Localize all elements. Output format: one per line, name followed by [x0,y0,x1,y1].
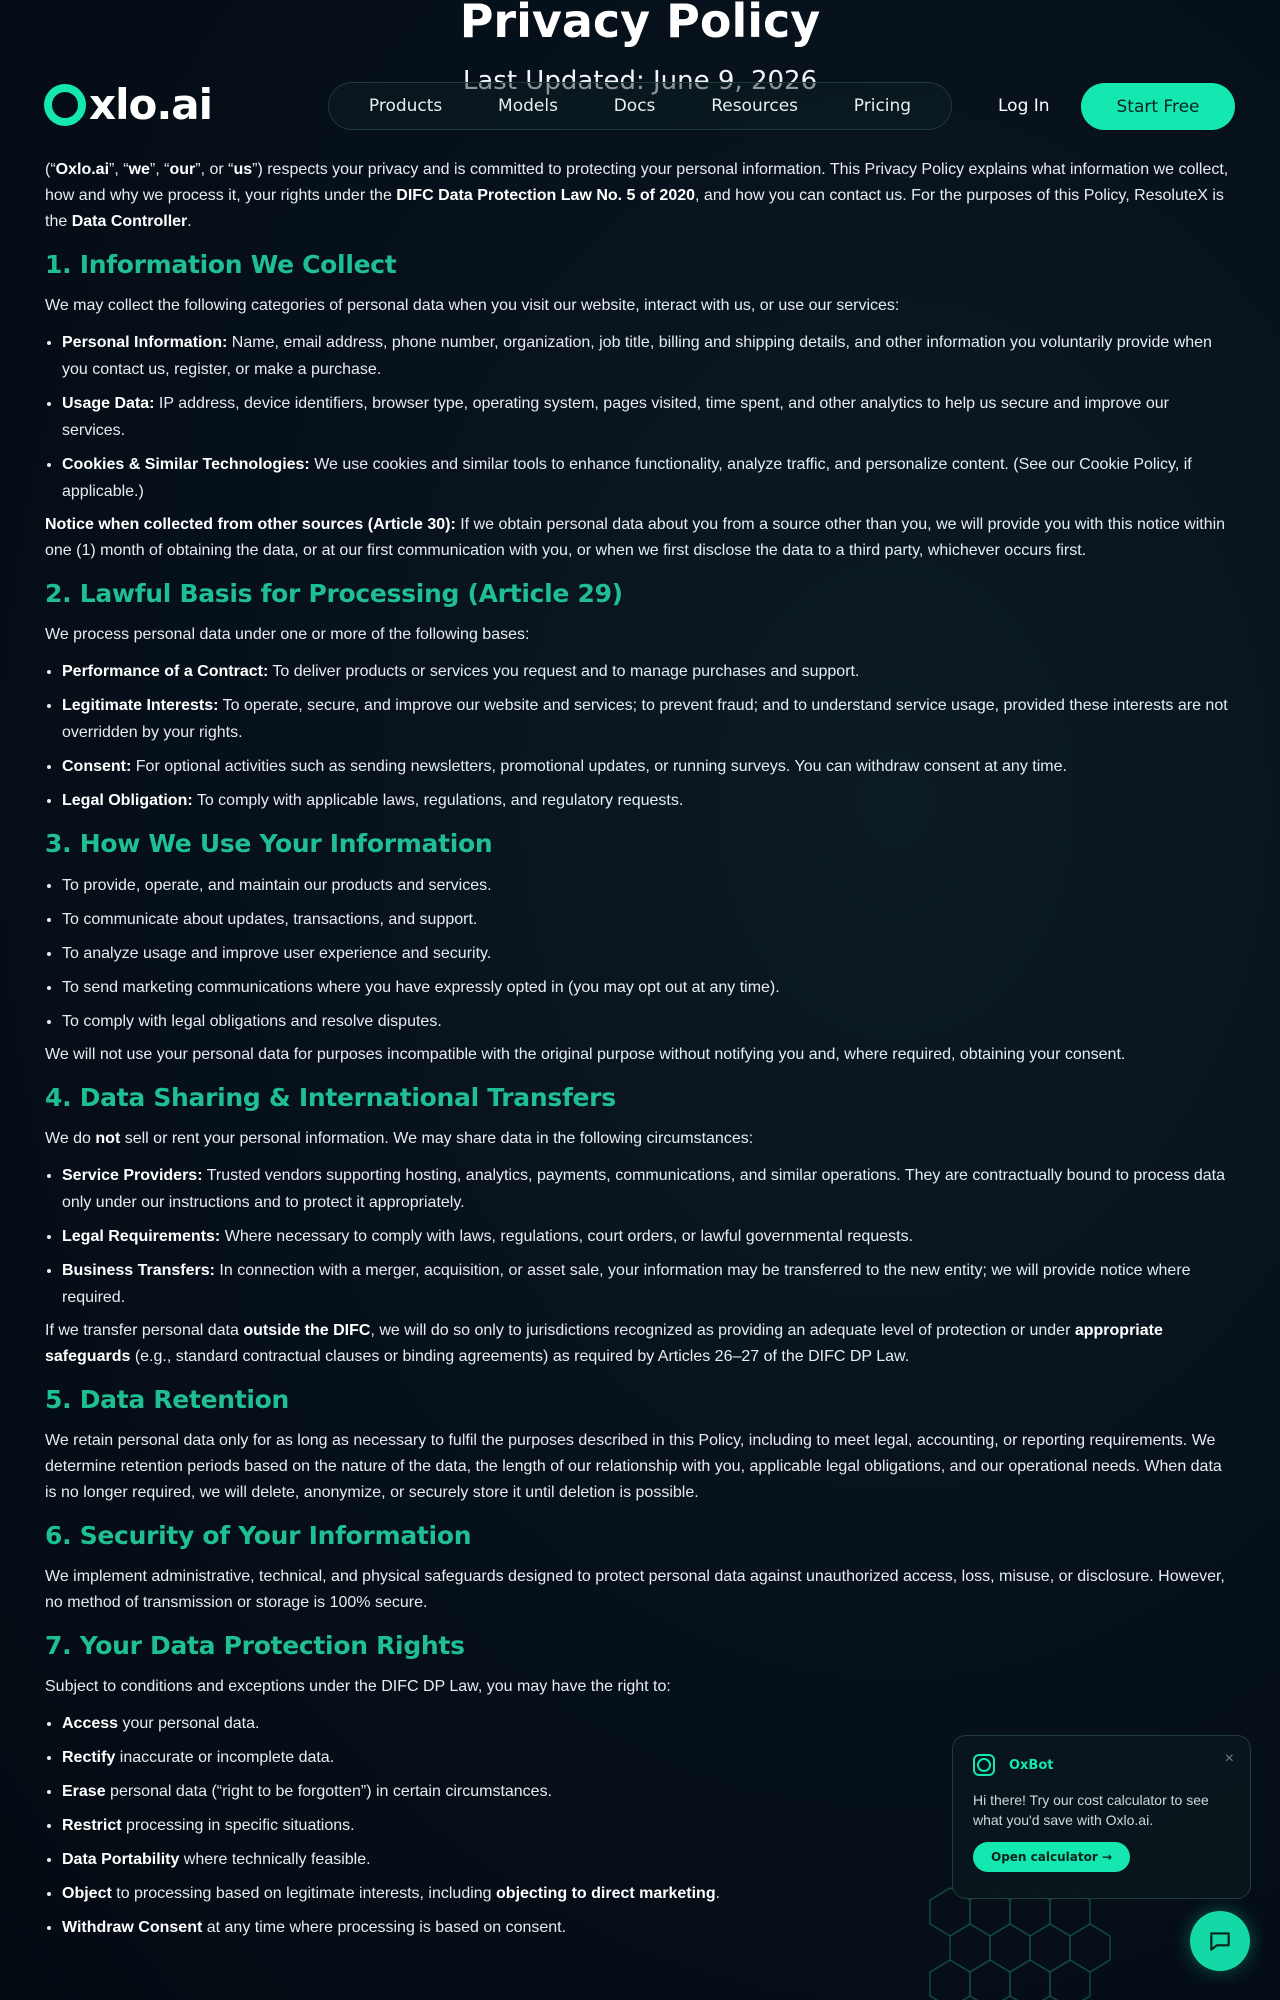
list-item: • To send marketing communications where you have expressly opted in (you may opt out at any time). [62,974,1235,1001]
chatbot-popup [952,1735,1251,1899]
list-item: • To communicate about updates, transactions, and support. [62,906,1235,933]
list-item: • Restrict processing in specific situations. [62,1812,1235,1839]
section-heading-1: 1. Information We Collect [45,250,397,279]
bot-message: Hi there! Try our cost calculator to see what you'd save with Oxlo.ai. [973,1792,1209,1828]
logo[interactable] [44,80,213,129]
logo-o-icon [44,84,86,126]
section-heading-7: 7. Your Data Protection Rights [45,1631,465,1660]
list-item: • Consent: For optional activities such as sending newsletters, promotional updates, or running surveys. You can withdraw consent at any time. [62,753,1235,780]
arrow-right-icon: → [1101,1850,1112,1864]
last-updated: Last Updated: June 9, 2026 [462,66,818,96]
list-item: • To comply with legal obligations and resolve disputes. [62,1008,1235,1035]
chatbot-header [973,1754,1230,1776]
page-title: Privacy Policy [459,0,821,48]
start-free-button[interactable]: Start Free [1081,83,1235,130]
section-3-list [45,872,1235,1035]
list-item: • Usage Data: IP address, device identifiers, browser type, operating system, pages visited, time spent, and other analytics to help us secure and improve our services. [62,390,1235,444]
list-item: • Personal Information: Name, email address, phone number, organization, job title, billing and shipping details, and other information you voluntarily provide when you contact us, register, or make a purchase. [62,329,1235,383]
list-item: • Service Providers: Trusted vendors supporting hosting, analytics, payments, communications, and similar operations. They are contractually bound to process data only under our instructions and to protect it appropriately. [62,1162,1235,1216]
list-item: • Cookies & Similar Technologies: We use cookies and similar tools to enhance functionality, analyze traffic, and personalize content. (See our Cookie Policy, if applicable.) [62,451,1235,505]
section-4-lead: We do not sell or rent your personal information. We may share data in the following circumstances: [45,1130,754,1147]
section-heading-2: 2. Lawful Basis for Processing (Article 29) [45,579,623,608]
chat-launcher-button[interactable] [1190,1911,1250,1971]
notice-paragraph: Notice when collected from other sources (Article 30): If we obtain personal data about you from a source other than you, we will provide you with this notice within one (1) month of obtaining the data, or at our first communication with you, or when we first disclose the data to a third party, whichever occurs first. [45,516,1226,559]
policy-content [45,157,1235,1948]
list-item: • Performance of a Contract: To deliver products or services you request and to manage purchases and support. [62,658,1235,685]
nav-models[interactable]: Models [498,96,558,116]
section-4-list [45,1162,1235,1311]
section-heading-4: 4. Data Sharing & International Transfers [45,1083,616,1112]
nav-resources[interactable]: Resources [711,96,799,116]
list-item: • Legal Requirements: Where necessary to comply with laws, regulations, court orders, or lawful governmental requests. [62,1223,1235,1250]
section-heading-5: 5. Data Retention [45,1385,290,1414]
list-item: • Legitimate Interests: To operate, secure, and improve our website and services; to prevent fraud; and to understand service usage, provided these interests are not overridden by your rights. [62,692,1235,746]
section-2-list [45,658,1235,814]
list-item: • Erase personal data (“right to be forgotten”) in certain circumstances. [62,1778,1235,1805]
section-3-closing: We will not use your personal data for purposes incompatible with the original purpose without notifying you and, where required, obtaining your consent. [45,1046,1126,1063]
open-calculator-button[interactable] [973,1842,1130,1872]
list-item: • Data Portability where technically feasible. [62,1846,1235,1873]
nav-products[interactable]: Products [368,96,443,116]
section-1-list [45,329,1235,505]
logo-text: xlo.ai [89,80,213,129]
section-heading-6: 6. Security of Your Information [45,1521,472,1550]
chat-bubble-icon [1207,1928,1233,1954]
section-2-lead: We process personal data under one or more of the following bases: [45,626,530,643]
section-1-lead: We may collect the following categories of personal data when you visit our website, interact with us, or use our services: [45,297,900,314]
section-6-text: We implement administrative, technical, and physical safeguards designed to protect personal data against unauthorized access, loss, misuse, or disclosure. However, no method of transmission or storage is 100% secure. [45,1568,1225,1611]
main-nav [328,82,952,130]
list-item: • Legal Obligation: To comply with applicable laws, regulations, and regulatory requests. [62,787,1235,814]
list-item: • Access your personal data. [62,1710,1235,1737]
list-item: • To provide, operate, and maintain our products and services. [62,872,1235,899]
section-5-text: We retain personal data only for as long as necessary to fulfil the purposes described in this Policy, including to meet legal, accounting, or reporting requirements. We determine retention periods based on the nature of the data, the length of our relationship with you, applicable legal obligations, and our operational needs. When data is no longer required, we will delete, anonymize, or securely store it until deletion is possible. [45,1432,1222,1501]
intro-paragraph: (“Oxlo.ai”, “we”, “our”, or “us”) respects your privacy and is committed to protecting your personal information. This Privacy Policy explains what information we collect, how and why we process it, your rights under the DIFC Data Protection Law No. 5 of 2020, and how you can contact us. For the purposes of this Policy, ResoluteX is the Data Controller. [45,161,1229,230]
list-item: • Business Transfers: In connection with a merger, acquisition, or asset sale, your information may be transferred to the new entity; we will provide notice where required. [62,1257,1235,1311]
open-calculator-label: Open calculator [991,1850,1098,1864]
list-item: • Object to processing based on legitimate interests, including objecting to direct marketing. [62,1880,1235,1907]
bot-avatar-icon [973,1754,995,1776]
list-item: • Withdraw Consent at any time where processing is based on consent. [62,1914,1235,1941]
section-7-lead: Subject to conditions and exceptions under the DIFC DP Law, you may have the right to: [45,1678,671,1695]
bot-name: OxBot [1009,1757,1054,1773]
list-item: • Rectify inaccurate or incomplete data. [62,1744,1235,1771]
login-link[interactable]: Log In [998,96,1050,116]
close-icon[interactable]: × [1224,1750,1234,1767]
nav-docs[interactable]: Docs [613,96,656,116]
section-heading-3: 3. How We Use Your Information [45,829,493,858]
transfer-paragraph: If we transfer personal data outside the DIFC, we will do so only to jurisdictions recognized as providing an adequate level of protection or under appropriate safeguards (e.g., standard contractual clauses or binding agreements) as required by Articles 26–27 of the DIFC DP Law. [45,1322,1163,1365]
list-item: • To analyze usage and improve user experience and security. [62,940,1235,967]
nav-pricing[interactable]: Pricing [853,96,912,116]
